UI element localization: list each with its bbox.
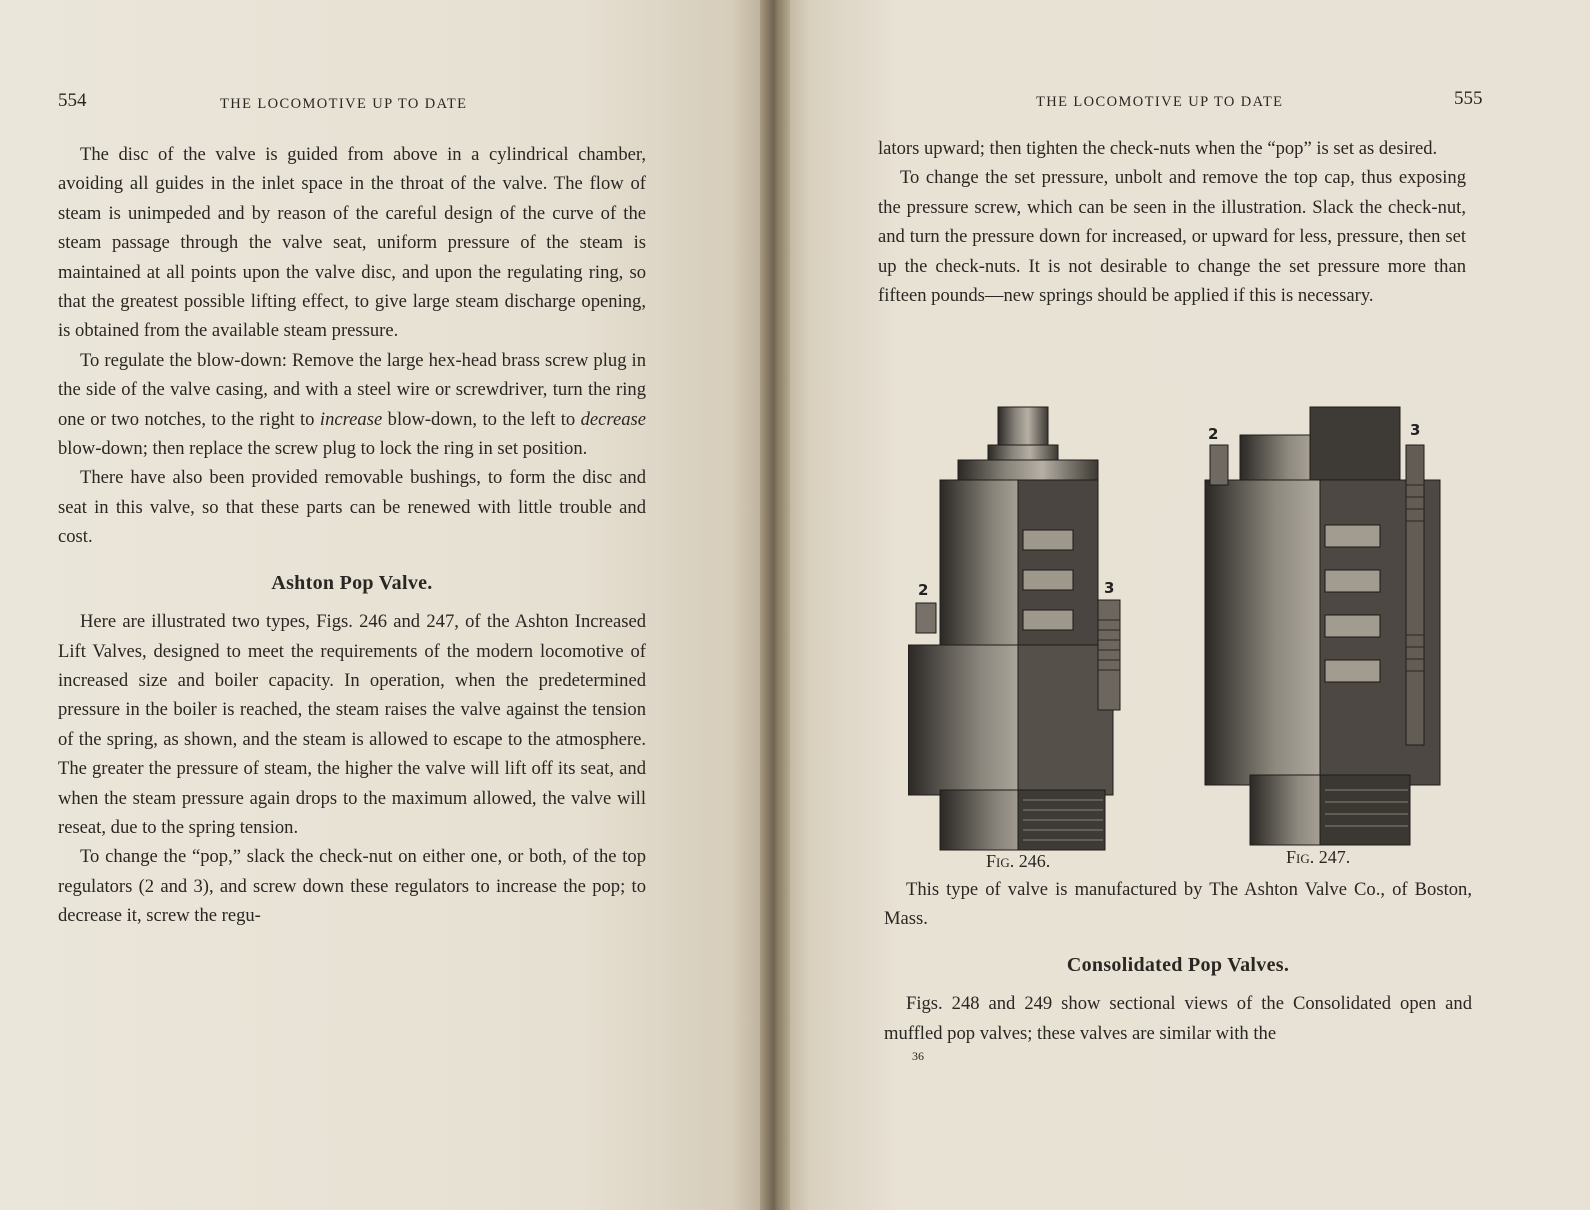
running-header: THE LOCOMOTIVE UP TO DATE [220,96,468,112]
section-heading: Consolidated Pop Valves. [1066,953,1290,976]
figures [920,405,1480,870]
fig-247-label-2: 2 [1208,425,1219,443]
paragraph: Figs. 248 and 249 show sectional views of the Consolidated open and muffled pop valves; these valves are similar with the [884,993,1472,1044]
paragraph: The disc of the valve is guided from above in a cylindrical chamber, avoiding all guides in the inlet space in the throat of the valve. The flow of steam is unimpeded and by reason of the careful design of the curve of the steam passage through the valve seat, uniform pressure of the steam is maintained at all points upon the valve disc, and upon the regulating ring, so that the greatest possible lifting effect, to give large steam discharge opening, is obtained from the available steam pressure. [58,144,646,342]
paragraph: lators upward; then tighten the check-nuts when the “pop” is set as desired. [878,138,1438,159]
paragraph: Here are illustrated two types, Figs. 246 and 247, of the Ashton Increased Lift Valves, designed to meet the requirements of the modern locomotive of increased size and boiler capacity. In operation, when the predetermined pressure in the boiler is reached, the steam raises the valve against the tension of the spring, as shown, and the steam is allowed to escape to the atmosphere. The greater the pressure of steam, the higher the valve will lift off its seat, and when the steam pressure again drops to the maximum allowed, the valve will reseat, due to the spring tension. [58,611,646,838]
fig-246-label-3: 3 [1104,579,1115,597]
paragraph: To change the “pop,” slack the check-nut on either one, or both, of the top regulators (2 and 3), and screw down these regulators to increase the pop; to decrease it, screw the regu- [58,846,646,927]
paragraph: To change the set pressure, unbolt and remove the top cap, thus exposing the pressure screw, which can be seen in the illustration. Slack the check-nut, and turn the pressure down for increased, or upward for less, pressure, then set up the check-nuts. It is not desirable to change the set pressure more than fifteen pounds—new springs should be applied if this is necessary. [878,167,1466,307]
paragraph: There have also been provided removable bushings, to form the disc and seat in this valve, so that these parts can be renewed with little trouble and cost. [58,467,646,548]
page-number: 555 [1454,88,1483,109]
right-body-text-bottom [884,875,1472,1048]
paragraph: This type of valve is manufactured by The Ashton Valve Co., of Boston, Mass. [884,879,1472,930]
paragraph: To regulate the blow-down: Remove the large hex-head brass screw plug in the side of the valve casing, and with a steel wire or screwdriver, turn the ring one or two notches, to the right to increase blow-down, to the left to decrease blow-down; then replace the screw plug to lock the ring in set position. [58,349,647,460]
fig-246-valve-illustration [908,405,1148,855]
fig-247-label-3: 3 [1410,421,1421,439]
right-body-text-top [878,134,1466,310]
left-body-text [58,140,646,931]
left-page [0,0,770,1210]
fig-247-caption: Fig. 247. [1286,847,1351,867]
fig-247-valve-illustration [1200,405,1450,855]
book-gutter [760,0,790,1210]
fig-246-caption: Fig. 246. [986,851,1051,871]
page-number: 554 [58,90,87,111]
running-header: THE LOCOMOTIVE UP TO DATE [1036,94,1284,110]
signature-mark: 36 [912,1049,924,1063]
fig-246-label-2: 2 [918,581,929,599]
section-heading: Ashton Pop Valve. [271,571,433,594]
